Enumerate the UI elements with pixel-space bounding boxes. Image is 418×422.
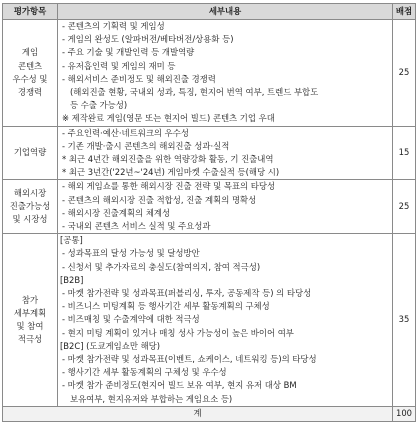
detail-line: - 유저흡인력 및 게임의 재미 등 [62, 60, 176, 71]
detail-line: - 신청서 및 추가자료의 충실도(참여의지, 참여 적극성) [62, 261, 261, 272]
detail-line: - 주요인력·예산·네트워크의 우수성 [62, 127, 189, 138]
detail-line: - 마켓 참가 준비정도(현지어 빌드 보유 여부, 현지 유저 대상 BM [62, 380, 297, 391]
detail-line: - 해외 게임쇼를 통한 해외시장 진출 전략 및 목표의 타당성 [62, 181, 276, 192]
criteria-row [3, 20, 416, 127]
total-row [3, 406, 416, 421]
detail-line: - 콘텐츠의 기획력 및 게임성 [62, 21, 165, 31]
category-line: 및 시장성 [12, 214, 48, 225]
detail-line: - 국내외 콘텐츠 서비스 실적 및 주요성과 [62, 221, 211, 232]
category-line: 적극성 [17, 334, 43, 345]
evaluation-criteria-table [2, 3, 416, 422]
section-label: [공통] [60, 235, 83, 246]
header-row [3, 4, 416, 20]
detail-line: * 최근 3년간('22년~'24년) 게임마켓 수출실적 등(해당 시) [62, 167, 280, 178]
criteria-category [3, 126, 58, 180]
header-category: 평가항목 [3, 4, 58, 20]
category-line: 참가 [21, 294, 39, 305]
category-line: 세부계획 [13, 307, 47, 318]
criteria-details [58, 234, 393, 407]
detail-line: - 해외시장 진출계획의 체계성 [62, 207, 171, 218]
header-details: 세부내용 [58, 4, 393, 20]
section-label: [B2C] (도쿄게임쇼만 해당) [60, 340, 161, 351]
detail-line: - 행사기간 세부 활동계획의 구체성 및 우수성 [62, 367, 227, 378]
category-line: 진출가능성 [9, 201, 51, 212]
criteria-score: 25 [393, 180, 416, 234]
total-label: 계 [3, 406, 393, 421]
detail-line: * 최근 4년간 해외진출을 위한 역량강화 활동, 기 진출내역 [62, 154, 274, 165]
criteria-details [58, 180, 393, 234]
detail-line: - 비즈니스 미팅계획 등 행사기간 세부 활동계획의 구체성 [62, 301, 270, 312]
detail-line: - 성과목표의 달성 가능성 및 달성방안 [62, 248, 200, 259]
criteria-category [3, 180, 58, 234]
criteria-row [3, 234, 416, 407]
category-line: 경쟁력 [17, 87, 43, 98]
criteria-details [58, 126, 393, 180]
detail-line: - 주요 기술 및 개발인력 등 개발역량 [62, 47, 195, 58]
detail-line: - 현지 미팅 계획이 있거나 매칭 성사 가능성이 높은 바이어 여부 [62, 327, 294, 338]
detail-line: - 마켓 참가전략 및 성과목표(이벤트, 쇼케이스, 네트워킹 등)의 타당성 [62, 354, 317, 365]
total-score: 100 [393, 406, 416, 421]
detail-line: 등 수출 가능성) [70, 100, 128, 111]
criteria-row [3, 126, 416, 180]
criteria-row [3, 180, 416, 234]
criteria-details [58, 20, 393, 127]
criteria-category [3, 234, 58, 407]
detail-line: - 기존 개발·출시 콘텐츠의 해외진출 성과·실적 [62, 140, 230, 151]
section-label: [B2B] [60, 274, 84, 285]
category-line: 게임 [21, 47, 39, 58]
detail-line: - 해외서비스 준비정도 및 해외진출 경쟁력 [62, 73, 216, 84]
criteria-score: 15 [393, 126, 416, 180]
detail-line: (해외진출 현황, 국내외 성과, 특징, 현지어 번역 여부, 트렌드 부합도 [70, 87, 319, 98]
category-line: 및 참여 [16, 321, 44, 332]
category-line: 기업역량 [13, 147, 47, 158]
category-line: 콘텐츠 [17, 60, 43, 71]
detail-line: - 비즈매칭 및 수출계약에 대한 적극성 [62, 314, 200, 325]
detail-line: - 콘텐츠의 해외시장 진출 적합성, 진출 계획의 명확성 [62, 194, 257, 205]
criteria-score: 25 [393, 20, 416, 127]
criteria-score: 35 [393, 234, 416, 407]
detail-line: 보유여부, 현지유저와 부합하는 게임요소 등) [70, 393, 233, 404]
criteria-category [3, 20, 58, 127]
header-score: 배점 [393, 4, 416, 20]
category-line: 해외시장 [13, 188, 47, 199]
detail-line: ※ 제작완료 게임(영문 또는 현지어 빌드) 콘텐츠 기업 우대 [62, 113, 275, 124]
category-line: 우수성 및 [12, 73, 48, 84]
detail-line: - 게임의 완성도 (알파버전/베타버전/상용화 등) [62, 34, 234, 45]
detail-line: - 마켓 참가전략 및 성과목표(퍼블리싱, 투자, 공동제작 등) 의 타당성 [62, 288, 312, 299]
